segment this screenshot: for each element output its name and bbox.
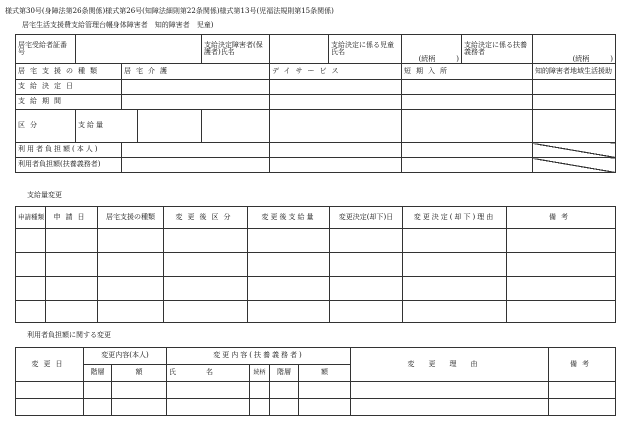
home-care-header: 居宅介護 xyxy=(122,64,270,80)
ledger-type: (身体障害者 知的障害者 児童) xyxy=(110,21,214,29)
change-section-title: 支給量変更 xyxy=(27,191,62,199)
user-burden-home[interactable] xyxy=(122,143,270,158)
home-care-amount[interactable] xyxy=(202,110,270,143)
ledger-title: 居宅生活支援費支給管理台帳 xyxy=(22,21,113,29)
service-type-label: 居宅支援の種類 xyxy=(16,64,122,80)
form-number: 様式第30号(身障法第26条関係)様式第26号(知障法細則第22条関係)様式第13号(児福法規則第15条関係) xyxy=(5,7,334,15)
table-row xyxy=(16,277,616,301)
user-burden-short[interactable] xyxy=(402,143,533,158)
community-support-amount[interactable] xyxy=(533,110,616,143)
guardian-relation[interactable]: (続柄 ) xyxy=(533,35,616,64)
content-guardian-label: 変更内容(扶養義務者) xyxy=(167,348,351,365)
amount-label: 支給量 xyxy=(76,110,138,143)
home-care-category[interactable] xyxy=(138,110,202,143)
period-day[interactable] xyxy=(270,95,402,110)
main-ledger-table xyxy=(15,34,616,173)
decision-date-day[interactable] xyxy=(270,80,402,95)
period-label: 支給期間 xyxy=(16,95,122,110)
guardian-amount-label: 額 xyxy=(299,365,351,382)
table-row xyxy=(16,382,616,399)
decision-date-short[interactable] xyxy=(402,80,533,95)
period-community[interactable] xyxy=(533,95,616,110)
self-amount-label: 額 xyxy=(112,365,167,382)
guardian-name-label: 氏名 xyxy=(167,365,250,382)
burden-table xyxy=(15,347,616,416)
category-label: 区分 xyxy=(16,110,76,143)
change-header-5: 変更決定(却下)日 xyxy=(330,207,403,229)
guardian-burden-day[interactable] xyxy=(270,158,402,173)
table-row xyxy=(16,229,616,253)
table-row xyxy=(16,399,616,416)
period-home[interactable] xyxy=(122,95,270,110)
user-burden-label: 利用者負担額(本人) xyxy=(16,143,122,158)
self-rank-label: 階層 xyxy=(84,365,112,382)
community-support-header: 知的障害者地域生活援助 xyxy=(533,64,616,80)
decided-person-label: 支給決定障害者(保護者)氏名 xyxy=(202,35,270,64)
change-header-0: 申請種類 xyxy=(16,207,46,229)
guardian-burden-home[interactable] xyxy=(122,158,270,173)
decision-date-community[interactable] xyxy=(533,80,616,95)
decision-date-home[interactable] xyxy=(122,80,270,95)
burden-section-title: 利用者負担額に関する変更 xyxy=(27,331,111,339)
reason-label: 変更理由 xyxy=(351,348,549,382)
recipient-number-label: 居宅受給者証番号 xyxy=(16,35,76,64)
period-short[interactable] xyxy=(402,95,533,110)
guardian-burden-diagonal xyxy=(533,158,616,173)
table-row xyxy=(16,253,616,277)
decided-person-value[interactable] xyxy=(270,35,329,64)
change-header-4: 変更後支給量 xyxy=(248,207,330,229)
user-burden-day[interactable] xyxy=(270,143,402,158)
remarks-label: 備考 xyxy=(549,348,616,382)
guardian-relation-label: 続柄 xyxy=(250,365,270,382)
change-header-1: 申請日 xyxy=(46,207,98,229)
short-stay-amount[interactable] xyxy=(402,110,533,143)
change-header-3: 変更後区分 xyxy=(164,207,248,229)
child-relation[interactable]: (続柄 ) xyxy=(402,35,462,64)
user-burden-diagonal xyxy=(533,143,616,158)
change-header-7: 備考 xyxy=(507,207,616,229)
change-header-6: 変更決定(却下)理由 xyxy=(403,207,507,229)
recipient-number-value[interactable] xyxy=(76,35,202,64)
guardian-burden-label: 利用者負担額(扶養義務者) xyxy=(16,158,122,173)
table-row xyxy=(16,301,616,323)
day-service-amount[interactable] xyxy=(270,110,402,143)
change-table xyxy=(15,206,616,323)
child-name-label: 支給決定に係る児童氏名 xyxy=(329,35,402,64)
guardian-burden-short[interactable] xyxy=(402,158,533,173)
day-service-header: デイサービス xyxy=(270,64,402,80)
decision-date-label: 支給決定日 xyxy=(16,80,122,95)
content-self-label: 変更内容(本人) xyxy=(84,348,167,365)
change-date-label: 変更日 xyxy=(16,348,84,382)
short-stay-header: 短期入所 xyxy=(402,64,533,80)
change-header-2: 居宅支援の種類 xyxy=(98,207,164,229)
guardian-rank-label: 階層 xyxy=(270,365,299,382)
guardian-label: 支給決定に係る扶養義務者 xyxy=(462,35,533,64)
